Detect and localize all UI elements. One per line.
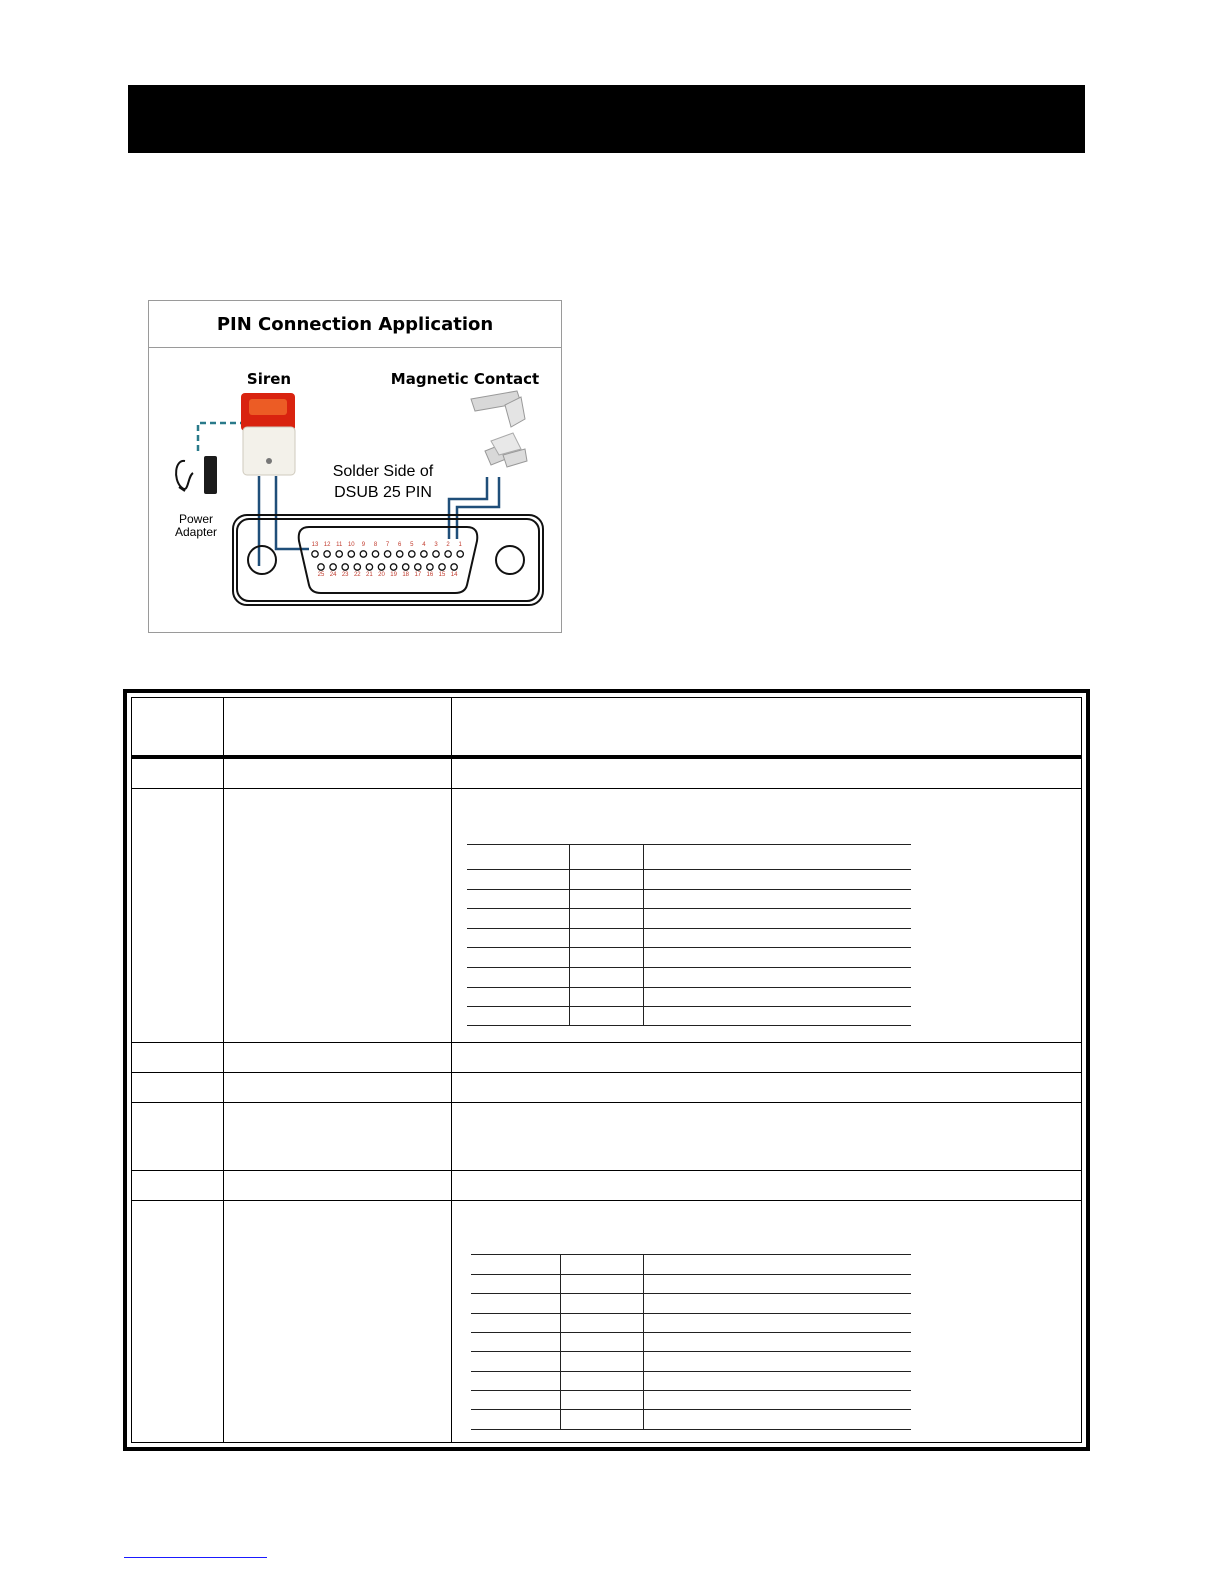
dsub-pin (372, 551, 378, 557)
solder-side-label-line2: DSUB 25 PIN (334, 484, 432, 501)
dsub-pin (409, 551, 415, 557)
nested-table-rule (467, 908, 911, 909)
nested-table-rule (471, 1371, 911, 1372)
pin-number-label: 19 (390, 572, 397, 578)
nested-table-rule (471, 1313, 911, 1314)
nested-table-rule (471, 1293, 911, 1294)
dsub-pin (366, 564, 372, 570)
dsub-pin (427, 564, 433, 570)
dsub-pin (445, 551, 451, 557)
nested-table-rule (467, 987, 911, 988)
pin-number-label: 18 (402, 572, 410, 578)
nested-table-rule (471, 1429, 911, 1430)
row-separator (131, 788, 1082, 789)
pin-number-label: 20 (378, 572, 385, 578)
pin-number-label: 1 (458, 542, 462, 548)
nested-table-column-rule (560, 1254, 561, 1429)
nested-table-rule (471, 1409, 911, 1410)
pin-number-label: 16 (426, 572, 434, 578)
pin-group (312, 542, 464, 578)
column-divider-2 (451, 697, 452, 1443)
pin-number-label: 9 (361, 542, 366, 548)
nested-table-rule (467, 844, 911, 845)
dsub-pin (348, 551, 354, 557)
pin-number-label: 7 (385, 542, 390, 548)
nested-table-column-rule (643, 844, 644, 1025)
pin-number-label: 24 (329, 572, 337, 578)
dsub-pin (390, 564, 396, 570)
pin-table (123, 689, 1090, 1451)
row-separator (131, 1102, 1082, 1103)
row-separator (131, 1042, 1082, 1043)
nested-table-rule (467, 889, 911, 890)
dsub-pin (360, 551, 366, 557)
power-dashed-line (198, 423, 241, 451)
dsub-pin (397, 551, 403, 557)
nested-table-rule (471, 1254, 911, 1255)
dsub-pin (378, 564, 384, 570)
dsub-pin (324, 551, 330, 557)
nested-table-rule (467, 1006, 911, 1007)
pin-number-label: 13 (311, 542, 319, 548)
nested-table-column-rule (569, 844, 570, 1025)
magnetic-contact-label: Magnetic Contact (390, 370, 540, 388)
power-adapter-icon (176, 456, 217, 494)
pin-number-label: 25 (317, 572, 325, 578)
dsub-pin (451, 564, 457, 570)
nested-table-rule (467, 967, 911, 968)
nested-table-rule (471, 1390, 911, 1391)
pin-number-label: 21 (366, 572, 373, 578)
nested-table-rule (467, 1025, 911, 1026)
pin-number-label: 22 (353, 572, 361, 578)
pin-number-label: 17 (414, 572, 422, 578)
dsub-pin (354, 564, 360, 570)
dsub-pin (336, 551, 342, 557)
pin-number-label: 12 (323, 542, 331, 548)
dsub-connector (233, 515, 543, 605)
nested-table-rule (471, 1274, 911, 1275)
pin-number-label: 14 (450, 572, 458, 578)
figure-title: PIN Connection Application (149, 301, 561, 348)
pin-number-label: 11 (336, 542, 343, 548)
dsub-pin (439, 564, 445, 570)
pin-number-label: 8 (373, 542, 378, 548)
pin-number-label: 10 (347, 542, 355, 548)
pin-number-label: 15 (438, 572, 446, 578)
dsub-pin (384, 551, 390, 557)
pin-connection-figure (148, 300, 562, 633)
siren-label: Siren (246, 370, 292, 388)
dsub-pin (457, 551, 463, 557)
dsub-pin (403, 564, 409, 570)
power-adapter-label-line1: Power (178, 512, 214, 526)
nested-table-rule (467, 947, 911, 948)
pin-connection-diagram (149, 301, 563, 634)
row-separator (131, 1200, 1082, 1201)
solder-side-label-line1: Solder Side of (332, 463, 434, 480)
pin-number-label: 2 (446, 542, 450, 548)
power-adapter-label-line2: Adapter (174, 525, 218, 539)
column-divider-1 (223, 697, 224, 1443)
pin-number-label: 6 (398, 542, 402, 548)
nested-table-rule (467, 928, 911, 929)
pin-number-label: 4 (422, 542, 426, 548)
nested-table-rule (471, 1351, 911, 1352)
pin-number-label: 23 (341, 572, 349, 578)
nested-table-rule (467, 869, 911, 870)
dsub-pin (318, 564, 324, 570)
dsub-pin (312, 551, 318, 557)
nested-table-column-rule (643, 1254, 644, 1429)
pin-number-label: 3 (434, 542, 438, 548)
dsub-pin (342, 564, 348, 570)
footer-link-underline[interactable] (124, 1557, 267, 1558)
dsub-pin (433, 551, 439, 557)
dsub-pin (421, 551, 427, 557)
siren-icon (241, 393, 295, 475)
magnetic-contact-icon (471, 391, 527, 467)
dsub-pin (415, 564, 421, 570)
pin-number-label: 5 (410, 542, 414, 548)
nested-table-rule (471, 1332, 911, 1333)
section-header-bar (128, 85, 1085, 153)
header-separator (131, 755, 1082, 759)
dsub-pin (330, 564, 336, 570)
row-separator (131, 1170, 1082, 1171)
row-separator (131, 1072, 1082, 1073)
